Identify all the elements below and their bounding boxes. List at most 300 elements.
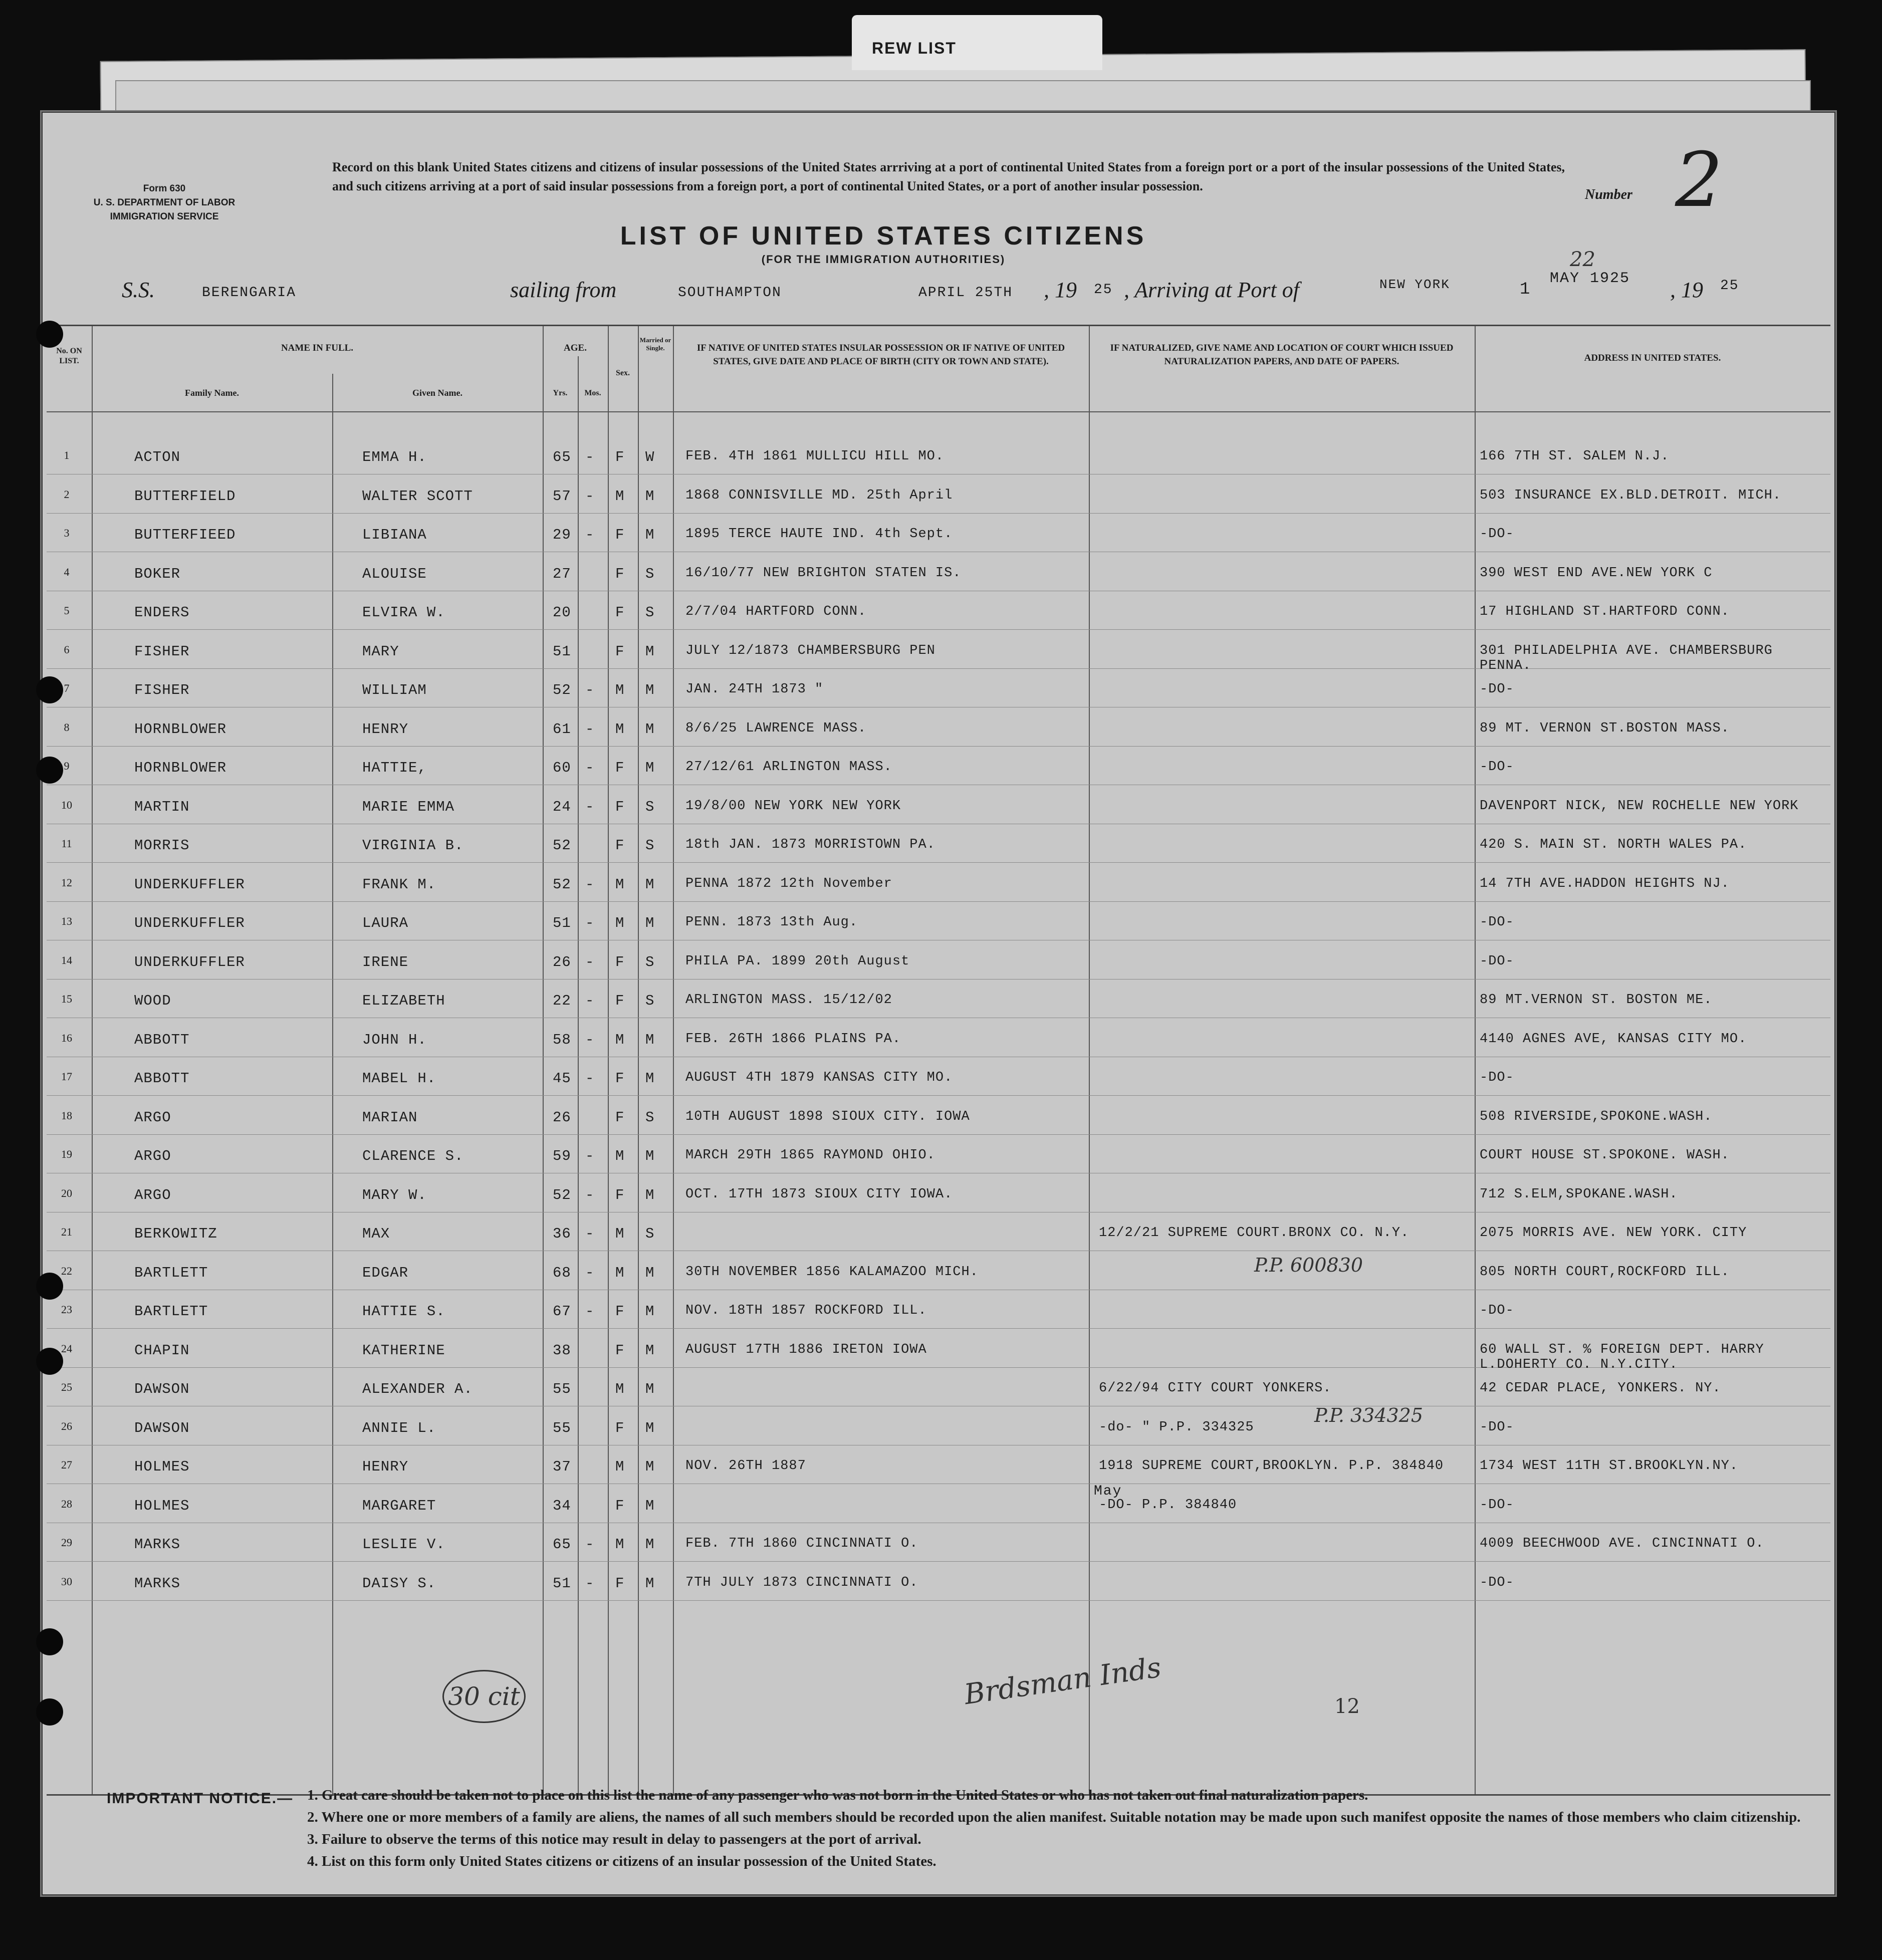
departure-date: APRIL 25TH — [918, 285, 1013, 301]
cell-given: MARY — [362, 643, 399, 660]
cell-no: 18 — [61, 1109, 72, 1122]
cell-no: 16 — [61, 1031, 72, 1044]
column-divider — [543, 326, 544, 1794]
cell-family: MARKS — [134, 1575, 181, 1592]
header-family: Family Name. — [185, 388, 239, 398]
departure-year-prefix: , 19 — [1044, 278, 1077, 302]
cell-sex: M — [615, 1031, 625, 1048]
header-address: ADDRESS IN UNITED STATES. — [1584, 353, 1721, 363]
row-rule — [47, 1561, 1830, 1562]
header-name: NAME IN FULL. — [281, 343, 354, 353]
column-divider — [1089, 326, 1090, 1794]
cell-sex: F — [615, 1109, 625, 1126]
cell-birth: 1868 CONNISVILLE MD. 25th April — [685, 487, 953, 503]
cell-age: 52 — [553, 837, 571, 854]
cell-family: DAWSON — [134, 1381, 190, 1397]
cell-given: KATHERINE — [362, 1342, 445, 1359]
notice-item: 3. Failure to observe the terms of this notice may result in delay to passengers at the port of arrival. — [307, 1831, 921, 1847]
cell-given: VIRGINIA B. — [362, 837, 464, 854]
cell-ms: S — [645, 1109, 655, 1126]
punch-hole — [36, 1628, 63, 1655]
header-yrs: Yrs. — [553, 389, 568, 397]
cell-family: BERKOWITZ — [134, 1226, 217, 1242]
cell-address: COURT HOUSE ST.SPOKONE. WASH. — [1480, 1148, 1730, 1163]
header-sex: Sex. — [616, 369, 630, 377]
cell-mos: - — [585, 1226, 595, 1242]
cell-birth: FEB. 7TH 1860 CINCINNATI O. — [685, 1536, 918, 1551]
cell-sex: F — [615, 760, 625, 776]
cell-address: 503 INSURANCE EX.BLD.DETROIT. MICH. — [1480, 487, 1782, 503]
cell-birth: AUGUST 17TH 1886 IRETON IOWA — [685, 1342, 927, 1357]
cell-birth: NOV. 18TH 1857 ROCKFORD ILL. — [685, 1303, 927, 1318]
cell-address: 89 MT.VERNON ST. BOSTON ME. — [1480, 993, 1713, 1008]
cell-birth: 27/12/61 ARLINGTON MASS. — [685, 760, 892, 775]
ss-label: S.S. — [122, 278, 155, 302]
cell-no: 21 — [61, 1226, 72, 1238]
cell-sex: F — [615, 953, 625, 970]
cell-ms: M — [645, 682, 655, 698]
department: U. S. DEPARTMENT OF LABOR — [93, 197, 236, 208]
cell-no: 26 — [61, 1419, 72, 1432]
row-rule — [47, 746, 1830, 747]
cell-address: 4009 BEECHWOOD AVE. CINCINNATI O. — [1480, 1536, 1764, 1551]
cell-mos: - — [585, 1303, 595, 1320]
cell-no: 3 — [64, 527, 70, 539]
notice-item: 1. Great care should be taken not to place on this list the name of any passenger who was not born in the United States or who has not taken out final naturalization papers. — [307, 1787, 1368, 1803]
service: IMMIGRATION SERVICE — [110, 211, 219, 222]
cell-mos: - — [585, 527, 595, 543]
cell-no: 23 — [61, 1303, 72, 1316]
row-rule — [47, 1095, 1830, 1096]
cell-age: 26 — [553, 953, 571, 970]
cell-ms: M — [645, 720, 655, 738]
header-divider — [47, 411, 1830, 412]
cell-address: 301 PHILADELPHIA AVE. CHAMBERSBURG PENNA. — [1480, 643, 1773, 673]
cell-age: 68 — [553, 1264, 571, 1281]
cell-nat: 12/2/21 SUPREME COURT.BRONX CO. N.Y. — [1099, 1226, 1409, 1241]
cell-birth: AUGUST 4TH 1879 KANSAS CITY MO. — [685, 1070, 953, 1085]
cell-no: 20 — [61, 1186, 72, 1199]
cell-sex: F — [615, 837, 625, 854]
cell-ms: M — [645, 487, 655, 505]
cell-age: 52 — [553, 876, 571, 893]
cell-age: 22 — [553, 993, 571, 1009]
cell-mos: - — [585, 1575, 595, 1592]
cell-family: ACTON — [134, 449, 181, 465]
crew-list-tab — [852, 15, 1102, 70]
cell-given: ELVIRA W. — [362, 604, 445, 621]
cell-given: DAISY S. — [362, 1575, 436, 1592]
cell-birth: PHILA PA. 1899 20th August — [685, 953, 910, 969]
cell-family: BUTTERFIEED — [134, 527, 236, 543]
cell-no: 13 — [61, 915, 72, 927]
cell-age: 65 — [553, 1536, 571, 1553]
cell-no: 24 — [61, 1342, 72, 1355]
cell-no: 1 — [64, 449, 70, 461]
page-number-stamp: 12 — [1334, 1695, 1360, 1718]
handwritten-may: May — [1094, 1484, 1122, 1499]
cell-no: 30 — [61, 1575, 72, 1588]
cell-sex: M — [615, 915, 625, 931]
cell-ms: M — [645, 915, 655, 931]
cell-address: 420 S. MAIN ST. NORTH WALES PA. — [1480, 837, 1747, 852]
cell-given: LESLIE V. — [362, 1536, 445, 1553]
cell-address: -DO- — [1480, 760, 1514, 775]
cell-no: 14 — [61, 953, 72, 966]
cell-no: 10 — [61, 798, 72, 811]
cell-no: 28 — [61, 1497, 72, 1510]
cell-family: HOLMES — [134, 1497, 190, 1514]
cell-ms: M — [645, 527, 655, 543]
punch-hole — [36, 1698, 63, 1726]
tab-label: REW LIST — [872, 39, 957, 57]
cell-age: 57 — [553, 487, 571, 505]
cell-given: IRENE — [362, 953, 409, 970]
sailing-label: sailing from — [510, 278, 617, 302]
cell-mos: - — [585, 915, 595, 931]
arrival-stamp: MAY 1925 — [1550, 270, 1630, 287]
cell-age: 20 — [553, 604, 571, 621]
cell-sex: F — [615, 1419, 625, 1436]
cell-nat: -do- " P.P. 334325 — [1099, 1419, 1254, 1435]
passenger-table — [47, 325, 1830, 1796]
arrival-handwritten-day: 22 — [1570, 248, 1595, 271]
cell-family: ARGO — [134, 1109, 171, 1126]
cell-given: ANNIE L. — [362, 1419, 436, 1436]
arriving-label: , Arriving at Port of — [1124, 278, 1299, 302]
cell-address: DAVENPORT NICK, NEW ROCHELLE NEW YORK — [1480, 798, 1799, 814]
cell-given: EMMA H. — [362, 449, 427, 465]
cell-family: BARTLETT — [134, 1303, 208, 1320]
cell-mos: - — [585, 682, 595, 698]
cell-ms: S — [645, 837, 655, 854]
cell-birth: NOV. 26TH 1887 — [685, 1458, 806, 1474]
cell-address: -DO- — [1480, 1070, 1514, 1085]
row-rule — [47, 1328, 1830, 1329]
cell-sex: M — [615, 876, 625, 893]
cell-family: FISHER — [134, 643, 190, 660]
cell-ms: M — [645, 1186, 655, 1203]
cell-sex: F — [615, 1575, 625, 1592]
cell-address: 60 WALL ST. % FOREIGN DEPT. HARRY L.DOHERTY CO. N.Y.CITY. — [1480, 1342, 1764, 1372]
cell-age: 24 — [553, 798, 571, 815]
cell-given: MARGARET — [362, 1497, 436, 1514]
cell-ms: S — [645, 953, 655, 970]
cell-birth: 10TH AUGUST 1898 SIOUX CITY. IOWA — [685, 1109, 970, 1124]
cell-mos: - — [585, 1264, 595, 1281]
cell-ms: S — [645, 993, 655, 1009]
cell-family: BUTTERFIELD — [134, 487, 236, 505]
header-birth: IF NATIVE OF UNITED STATES INSULAR POSSESSION OR IF NATIVE OF UNITED STATES, GIVE DATE AND PLACE OF BIRTH (CITY OR TOWN AND STATE). — [696, 343, 1065, 367]
cell-given: LIBIANA — [362, 527, 427, 543]
cell-family: BARTLETT — [134, 1264, 208, 1281]
form-instructions: Record on this blank United States citizens and citizens of insular possessions of the United States arrriving at a port of continental United States from a foreign port or a port of the insular possessions of the United States, and such citizens arriving at a port of said insular possessions from a foreign port, a port of continental United States, or a port of another insular possession. — [332, 160, 1565, 193]
cell-age: 36 — [553, 1226, 571, 1242]
cell-ms: M — [645, 643, 655, 660]
cell-given: HENRY — [362, 720, 409, 738]
cell-birth: 1895 TERCE HAUTE IND. 4th Sept. — [685, 527, 953, 542]
manifest-page — [40, 110, 1837, 1897]
cell-age: 27 — [553, 565, 571, 582]
cell-nat: 1918 SUPREME COURT,BROOKLYN. P.P. 384840 — [1099, 1458, 1444, 1474]
handwritten-signature: Brdsman Inds — [962, 1651, 1163, 1711]
cell-birth: 18th JAN. 1873 MORRISTOWN PA. — [685, 837, 935, 852]
cell-age: 45 — [553, 1070, 571, 1087]
notice-list — [307, 1785, 1810, 1873]
cell-sex: F — [615, 643, 625, 660]
cell-family: ARGO — [134, 1148, 171, 1164]
cell-given: HENRY — [362, 1458, 409, 1475]
cell-age: 51 — [553, 915, 571, 931]
row-rule — [47, 1600, 1830, 1601]
cell-birth: PENN. 1873 13th Aug. — [685, 915, 858, 930]
row-rule — [47, 862, 1830, 863]
header-married: Married or Single. — [639, 336, 671, 352]
cell-ms: M — [645, 876, 655, 893]
cell-mos: - — [585, 487, 595, 505]
cell-given: WALTER SCOTT — [362, 487, 473, 505]
cell-family: ABBOTT — [134, 1031, 190, 1048]
cell-mos: - — [585, 760, 595, 776]
cell-family: FISHER — [134, 682, 190, 698]
punch-hole — [36, 757, 63, 784]
cell-ms: S — [645, 565, 655, 582]
cell-ms: M — [645, 1458, 655, 1475]
cell-address: 2075 MORRIS AVE. NEW YORK. CITY — [1480, 1226, 1747, 1241]
cell-given: MARIAN — [362, 1109, 418, 1126]
cell-no: 19 — [61, 1148, 72, 1160]
list-number: 2 — [1675, 137, 1723, 224]
cell-family: UNDERKUFFLER — [134, 953, 245, 970]
cell-nat: 6/22/94 CITY COURT YONKERS. — [1099, 1381, 1332, 1396]
cell-address: -DO- — [1480, 682, 1514, 697]
cell-sex: M — [615, 1264, 625, 1281]
header-naturalized: IF NATURALIZED, GIVE NAME AND LOCATION OF COURT WHICH ISSUED NATURALIZATION PAPERS, AND DATE OF PAPERS. — [1110, 343, 1454, 367]
column-divider — [673, 326, 674, 1794]
cell-address: 17 HIGHLAND ST.HARTFORD CONN. — [1480, 604, 1730, 619]
cell-sex: M — [615, 1536, 625, 1553]
number-label: Number — [1585, 187, 1632, 202]
cell-age: 37 — [553, 1458, 571, 1475]
cell-sex: F — [615, 1342, 625, 1359]
cell-given: CLARENCE S. — [362, 1148, 464, 1164]
cell-given: HATTIE S. — [362, 1303, 445, 1320]
cell-birth: OCT. 17TH 1873 SIOUX CITY IOWA. — [685, 1186, 953, 1202]
cell-ms: W — [645, 449, 655, 465]
cell-birth: 19/8/00 NEW YORK NEW YORK — [685, 798, 901, 814]
header-given: Given Name. — [412, 388, 462, 398]
row-rule — [47, 1134, 1830, 1135]
form-title: LIST OF UNITED STATES CITIZENS — [620, 221, 1147, 251]
cell-no: 2 — [64, 487, 70, 501]
handwritten-pp-21: P.P. 600830 — [1254, 1254, 1363, 1276]
cell-ms: M — [645, 760, 655, 776]
cell-sex: M — [615, 1226, 625, 1242]
row-rule — [47, 513, 1830, 514]
cell-age: 61 — [553, 720, 571, 738]
notice-item: 2. Where one or more members of a family are aliens, the names of all such members should be recorded upon the alien manifest. Suitable notation may be made upon such manifest opposite the names of those members who claim citizenship. — [307, 1809, 1801, 1825]
cell-ms: S — [645, 604, 655, 621]
cell-age: 51 — [553, 643, 571, 660]
cell-given: HATTIE, — [362, 760, 427, 776]
cell-address: 712 S.ELM,SPOKANE.WASH. — [1480, 1186, 1678, 1202]
cell-ms: S — [645, 798, 655, 815]
cell-family: HOLMES — [134, 1458, 190, 1475]
cell-given: ELIZABETH — [362, 993, 445, 1009]
cell-sex: F — [615, 1186, 625, 1203]
cell-age: 26 — [553, 1109, 571, 1126]
cell-mos: - — [585, 1536, 595, 1553]
cell-birth: 2/7/04 HARTFORD CONN. — [685, 604, 867, 619]
cell-given: MARY W. — [362, 1186, 427, 1203]
cell-ms: M — [645, 1575, 655, 1592]
cell-sex: M — [615, 720, 625, 738]
cell-address: 1734 WEST 11TH ST.BROOKLYN.NY. — [1480, 1458, 1739, 1474]
cell-birth: JAN. 24TH 1873 " — [685, 682, 824, 697]
cell-age: 58 — [553, 1031, 571, 1048]
cell-sex: F — [615, 993, 625, 1009]
cell-age: 60 — [553, 760, 571, 776]
cell-no: 22 — [61, 1264, 72, 1277]
cell-mos: - — [585, 1070, 595, 1087]
form-number: Form 630 — [143, 183, 186, 194]
cell-given: JOHN H. — [362, 1031, 427, 1048]
departure-year: 25 — [1094, 282, 1113, 298]
cell-sex: F — [615, 1303, 625, 1320]
cell-address: -DO- — [1480, 1575, 1514, 1590]
cell-no: 4 — [64, 565, 70, 578]
cell-ms: M — [645, 1031, 655, 1048]
notice-item: 4. List on this form only United States citizens or citizens of an insular possession of the United States. — [307, 1853, 936, 1869]
cell-no: 11 — [61, 837, 72, 850]
notice-label: IMPORTANT NOTICE.— — [107, 1790, 294, 1807]
cell-no: 15 — [61, 993, 72, 1005]
cell-address: 89 MT. VERNON ST.BOSTON MASS. — [1480, 720, 1730, 736]
cell-no: 9 — [64, 760, 70, 772]
cell-birth: MARCH 29TH 1865 RAYMOND OHIO. — [685, 1148, 935, 1163]
cell-nat: -DO- P.P. 384840 — [1099, 1497, 1237, 1513]
cell-address: 14 7TH AVE.HADDON HEIGHTS NJ. — [1480, 876, 1730, 891]
cell-family: ABBOTT — [134, 1070, 190, 1087]
cell-address: 805 NORTH COURT,ROCKFORD ILL. — [1480, 1264, 1730, 1280]
cell-no: 17 — [61, 1070, 72, 1083]
cell-mos: - — [585, 798, 595, 815]
cell-sex: F — [615, 449, 625, 465]
cell-given: EDGAR — [362, 1264, 409, 1281]
punch-hole — [36, 1348, 63, 1375]
cell-sex: F — [615, 527, 625, 543]
cell-ms: M — [645, 1070, 655, 1087]
cell-address: -DO- — [1480, 1419, 1514, 1435]
cell-ms: M — [645, 1264, 655, 1281]
cell-address: -DO- — [1480, 915, 1514, 930]
cell-sex: F — [615, 1497, 625, 1514]
cell-family: UNDERKUFFLER — [134, 915, 245, 931]
header-age: AGE. — [564, 343, 587, 353]
cell-given: ALOUISE — [362, 565, 427, 582]
cell-age: 67 — [553, 1303, 571, 1320]
cell-age: 38 — [553, 1342, 571, 1359]
cell-given: MABEL H. — [362, 1070, 436, 1087]
cell-age: 51 — [553, 1575, 571, 1592]
cell-no: 25 — [61, 1381, 72, 1393]
cell-address: 42 CEDAR PLACE, YONKERS. NY. — [1480, 1381, 1721, 1396]
cell-mos: - — [585, 993, 595, 1009]
arrival-stamp-day: 1 — [1520, 280, 1531, 299]
cell-birth: JULY 12/1873 CHAMBERSBURG PEN — [685, 643, 935, 658]
cell-family: ENDERS — [134, 604, 190, 621]
cell-no: 7 — [64, 682, 70, 694]
cell-no: 29 — [61, 1536, 72, 1549]
row-rule — [47, 901, 1830, 902]
cell-sex: M — [615, 1458, 625, 1475]
cell-ms: M — [645, 1381, 655, 1397]
cell-sex: F — [615, 1070, 625, 1087]
cell-sex: M — [615, 1381, 625, 1397]
cell-ms: M — [645, 1148, 655, 1164]
cell-family: ARGO — [134, 1186, 171, 1203]
arrival-year: 25 — [1720, 278, 1739, 294]
cell-address: -DO- — [1480, 1497, 1514, 1513]
cell-no: 6 — [64, 643, 70, 656]
column-divider — [92, 326, 93, 1794]
cell-no: 12 — [61, 876, 72, 889]
cell-mos: - — [585, 1148, 595, 1164]
column-divider — [578, 356, 579, 1794]
cell-sex: F — [615, 565, 625, 582]
cell-sex: F — [615, 798, 625, 815]
handwritten-circle-note: 30 cit — [442, 1670, 526, 1723]
cell-age: 59 — [553, 1148, 571, 1164]
column-divider — [1475, 326, 1476, 1794]
cell-mos: - — [585, 1186, 595, 1203]
cell-age: 65 — [553, 449, 571, 465]
cell-family: MARKS — [134, 1536, 181, 1553]
cell-age: 29 — [553, 527, 571, 543]
cell-age: 55 — [553, 1419, 571, 1436]
cell-ms: S — [645, 1226, 655, 1242]
cell-sex: M — [615, 682, 625, 698]
cell-family: UNDERKUFFLER — [134, 876, 245, 893]
cell-family: HORNBLOWER — [134, 760, 227, 776]
cell-given: MAX — [362, 1226, 390, 1242]
cell-birth: FEB. 26TH 1866 PLAINS PA. — [685, 1031, 901, 1047]
punch-hole — [36, 1273, 63, 1300]
header-mos: Mos. — [584, 389, 601, 397]
cell-given: LAURA — [362, 915, 409, 931]
cell-family: WOOD — [134, 993, 171, 1009]
cell-sex: M — [615, 1148, 625, 1164]
form-identifier — [77, 182, 252, 224]
punch-hole — [36, 321, 63, 348]
cell-mos: - — [585, 953, 595, 970]
arrival-port: NEW YORK — [1379, 277, 1450, 292]
cell-birth: FEB. 4TH 1861 MULLICU HILL MO. — [685, 449, 945, 464]
cell-given: ALEXANDER A. — [362, 1381, 473, 1397]
cell-given: WILLIAM — [362, 682, 427, 698]
cell-no: 27 — [61, 1458, 72, 1471]
column-divider — [638, 326, 639, 1794]
cell-given: FRANK M. — [362, 876, 436, 893]
cell-family: HORNBLOWER — [134, 720, 227, 738]
cell-address: -DO- — [1480, 527, 1514, 542]
cell-ms: M — [645, 1419, 655, 1436]
cell-birth: 7TH JULY 1873 CINCINNATI O. — [685, 1575, 918, 1590]
arrival-year-prefix: , 19 — [1670, 278, 1703, 302]
cell-birth: 8/6/25 LAWRENCE MASS. — [685, 720, 867, 736]
cell-address: 508 RIVERSIDE,SPOKONE.WASH. — [1480, 1109, 1713, 1124]
cell-address: -DO- — [1480, 953, 1514, 969]
